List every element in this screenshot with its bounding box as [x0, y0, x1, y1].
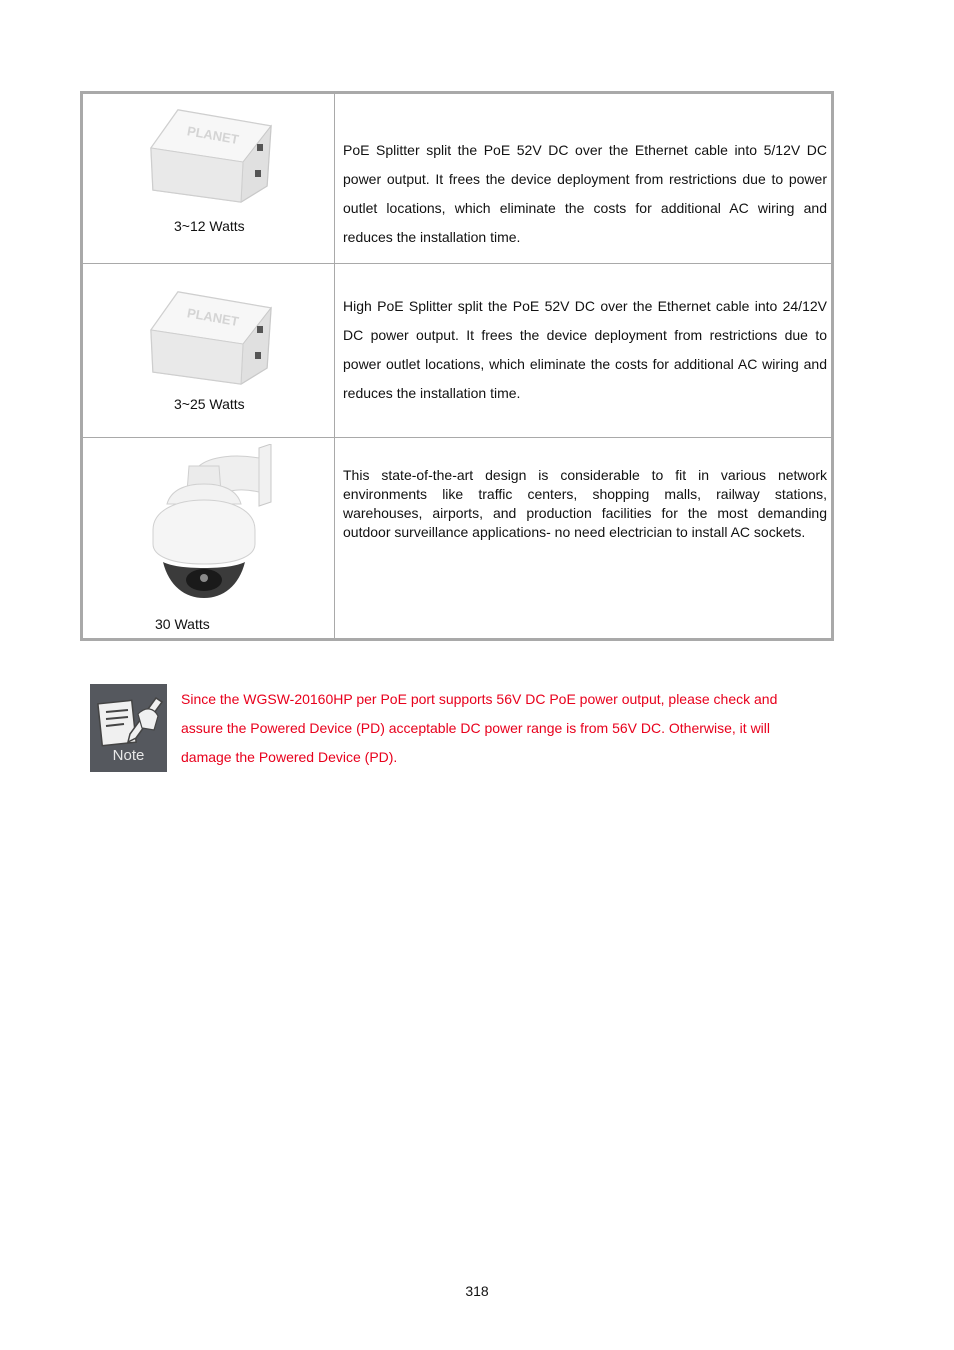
- device-image-cell: [83, 264, 335, 437]
- device-image-cell: [83, 94, 335, 263]
- description-cell: [335, 438, 831, 638]
- table-row: [83, 264, 831, 438]
- powered-device-table: [80, 91, 834, 641]
- device-description: High PoE Splitter split the PoE 52V DC over the Ethernet cable into 24/12V DC power output. It frees the device deployment from restrictions due to power outlet locations, which eliminate the costs for additional AC wiring and reduces the installation time.: [343, 298, 827, 401]
- device-description: This state-of-the-art design is considerable to fit in various network environments like traffic centers, shopping malls, railway stations, warehouses, airports, and production facilities for the most demanding outdoor surveillance applications- no need electrician to install AC sockets.: [343, 467, 827, 540]
- table-row: [83, 94, 831, 264]
- svg-text:PLANET: PLANET: [186, 305, 240, 330]
- description-cell: [335, 264, 831, 437]
- speed-dome-camera-image: [141, 444, 276, 609]
- note-icon: [90, 684, 167, 772]
- watts-label: 30 Watts: [155, 616, 210, 632]
- page-number: 318: [465, 1283, 489, 1299]
- poe-splitter-image: [143, 104, 273, 209]
- description-cell: [335, 94, 831, 263]
- device-image-cell: [83, 438, 335, 638]
- note-label: Note: [112, 747, 145, 764]
- high-poe-splitter-image: [143, 286, 273, 391]
- watts-label: 3~12 Watts: [174, 218, 245, 234]
- device-description: PoE Splitter split the PoE 52V DC over the Ethernet cable into 5/12V DC power output. It frees the device deployment from restrictions due to power outlet locations, which eliminate the costs for additional AC wiring and reduces the installation time.: [343, 142, 827, 245]
- table-row: [83, 438, 831, 638]
- svg-text:PLANET: PLANET: [186, 123, 240, 148]
- note-text: Since the WGSW-20160HP per PoE port supports 56V DC PoE power output, please check and assure the Powered Device (PD) acceptable DC power range is from 56V DC. Otherwise, it will damage the Powered Device (PD).: [181, 691, 778, 765]
- watts-label: 3~25 Watts: [174, 396, 245, 412]
